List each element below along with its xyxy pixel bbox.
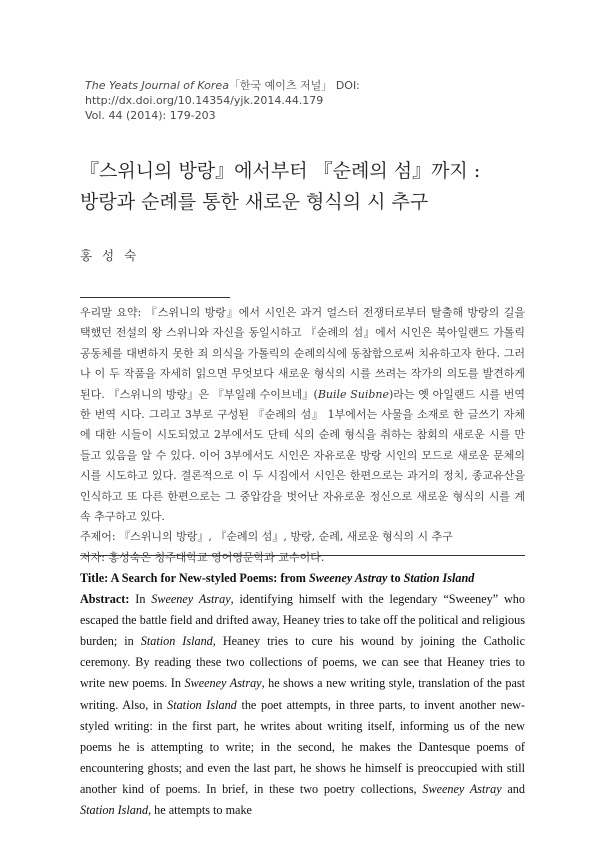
volume-info: Vol. 44 (2014): 179-203	[85, 109, 216, 122]
korean-abstract-text-b: )라는 옛 아일랜드 시를 번역한 번역 시다. 그리고 3부로 구성된 『순례의 섬』 1부에서는 사물을 소재로 한 글쓰기 자체에 대한 시들이 시도되었고 2부에서도 단테 식의 순례 형식을 취하는 참회의 새로운 시를 만들고 있음을 알 수 있다. 이어 3부에서도 시인은 자유로운 방랑 시인의 모드로 새로운 문체의 시를 시도하고 있다. 결론적으로 이 두 시집에서 시인은 한편으로는 과거의 정치, 종교유산을 인식하고 또 다른 한편으로는 그 중압감을 벗어난 자유로운 정신으로 새로운 형식의 시를 계속 추구하고 있다.	[80, 387, 525, 524]
english-title-work-2: Station Island	[403, 571, 475, 585]
abstract-work-title: Station Island	[80, 803, 149, 818]
abstract-text: , he attempts to make	[148, 803, 252, 818]
journal-name: The Yeats Journal of Korea	[85, 79, 229, 92]
abstract-divider-long	[80, 555, 525, 556]
korean-abstract-text-a: 우리말 요약: 『스위니의 방랑』에서 시인은 과거 얼스터 전쟁터로부터 탈출해 방랑의 길을 택했던 전설의 왕 스위니와 자신을 동일시하고 『순례의 섬』에서 시인은 북아일랜드 가톨릭 공동체를 대변하지 못한 죄 의식을 가톨릭의 순례의식에 동참함으로써 치유하고자 한다. 그러나 이 두 작품을 자세히 읽으면 무엇보다 새로운 형식의 시를 쓰려는 작가의 의도를 발견하게 된다. 『스위니의 방랑』은 『부일레 수이브네』(	[80, 306, 525, 401]
english-title	[80, 568, 525, 589]
korean-author-info: 저자: 홍성숙은 청주대학교 영어영문학과 교수이다.	[80, 550, 325, 564]
abstract-divider-short	[80, 297, 230, 298]
paper-title	[80, 156, 540, 218]
abstract-work-title: Sweeney Astray	[151, 592, 231, 607]
abstract-work-title: Station Island	[167, 697, 237, 712]
korean-abstract-body	[80, 303, 525, 527]
abstract-text: , identifying himself with the legendary “Sweeney” who escaped the battle field and drifted away, Heaney tries to take off the political and religious burden; in	[80, 592, 525, 649]
korean-keywords: 주제어: 『스위니의 방랑』, 『순례의 섬』, 방랑, 순례, 새로운 형식의 시 추구	[80, 530, 453, 544]
abstract-text: the poet attempts, in three parts, to invent another new-styled writing: in the first part, he writes about writing itself, informing us of the new poems he is attempting to write; in the second, he makes the Dantesque poems of encountering ghosts; and even the last part, he shows he himself is preoccupied with still another kind of poems. In brief, in these two poetry collections,	[80, 697, 525, 796]
english-title-work-1: Sweeney Astray	[308, 571, 388, 585]
doi-link[interactable]: DOI: http://dx.doi.org/10.14354/yjk.2014.44.179	[85, 79, 360, 107]
journal-header	[85, 78, 565, 123]
english-title-mid: to	[387, 571, 404, 585]
author-name: 홍 성 숙	[80, 248, 140, 263]
korean-abstract-italic-title: Buile Suibne	[317, 387, 390, 401]
korean-abstract	[80, 303, 525, 568]
abstract-work-title: Station Island	[140, 634, 213, 649]
english-abstract-body	[80, 589, 525, 821]
abstract-text: , Heaney tries to cure his wound by joining the Catholic ceremony. By reading these two collections of poems, we can see that Heaney tries to write new poems. In	[80, 634, 525, 691]
journal-citation-line	[85, 78, 565, 108]
abstract-text: and	[501, 781, 525, 796]
abstract-work-title: Sweeney Astray	[422, 781, 502, 796]
english-title-prefix: Title: A Search for New-styled Poems: from	[80, 571, 309, 585]
abstract-text: In	[129, 592, 152, 607]
title-line-1: 『스위니의 방랑』에서부터 『순례의 섬』까지 :	[80, 160, 481, 182]
abstract-label: Abstract:	[80, 592, 130, 607]
english-abstract	[80, 568, 525, 821]
title-line-2: 방랑과 순례를 통한 새로운 형식의 시 추구	[80, 191, 429, 213]
abstract-work-title: Sweeney Astray	[184, 676, 262, 691]
abstract-text: , he shows a new writing style, translation of the past writing. Also, in	[80, 676, 525, 712]
journal-korean-name: 「한국 예이츠 저널」	[228, 79, 333, 92]
